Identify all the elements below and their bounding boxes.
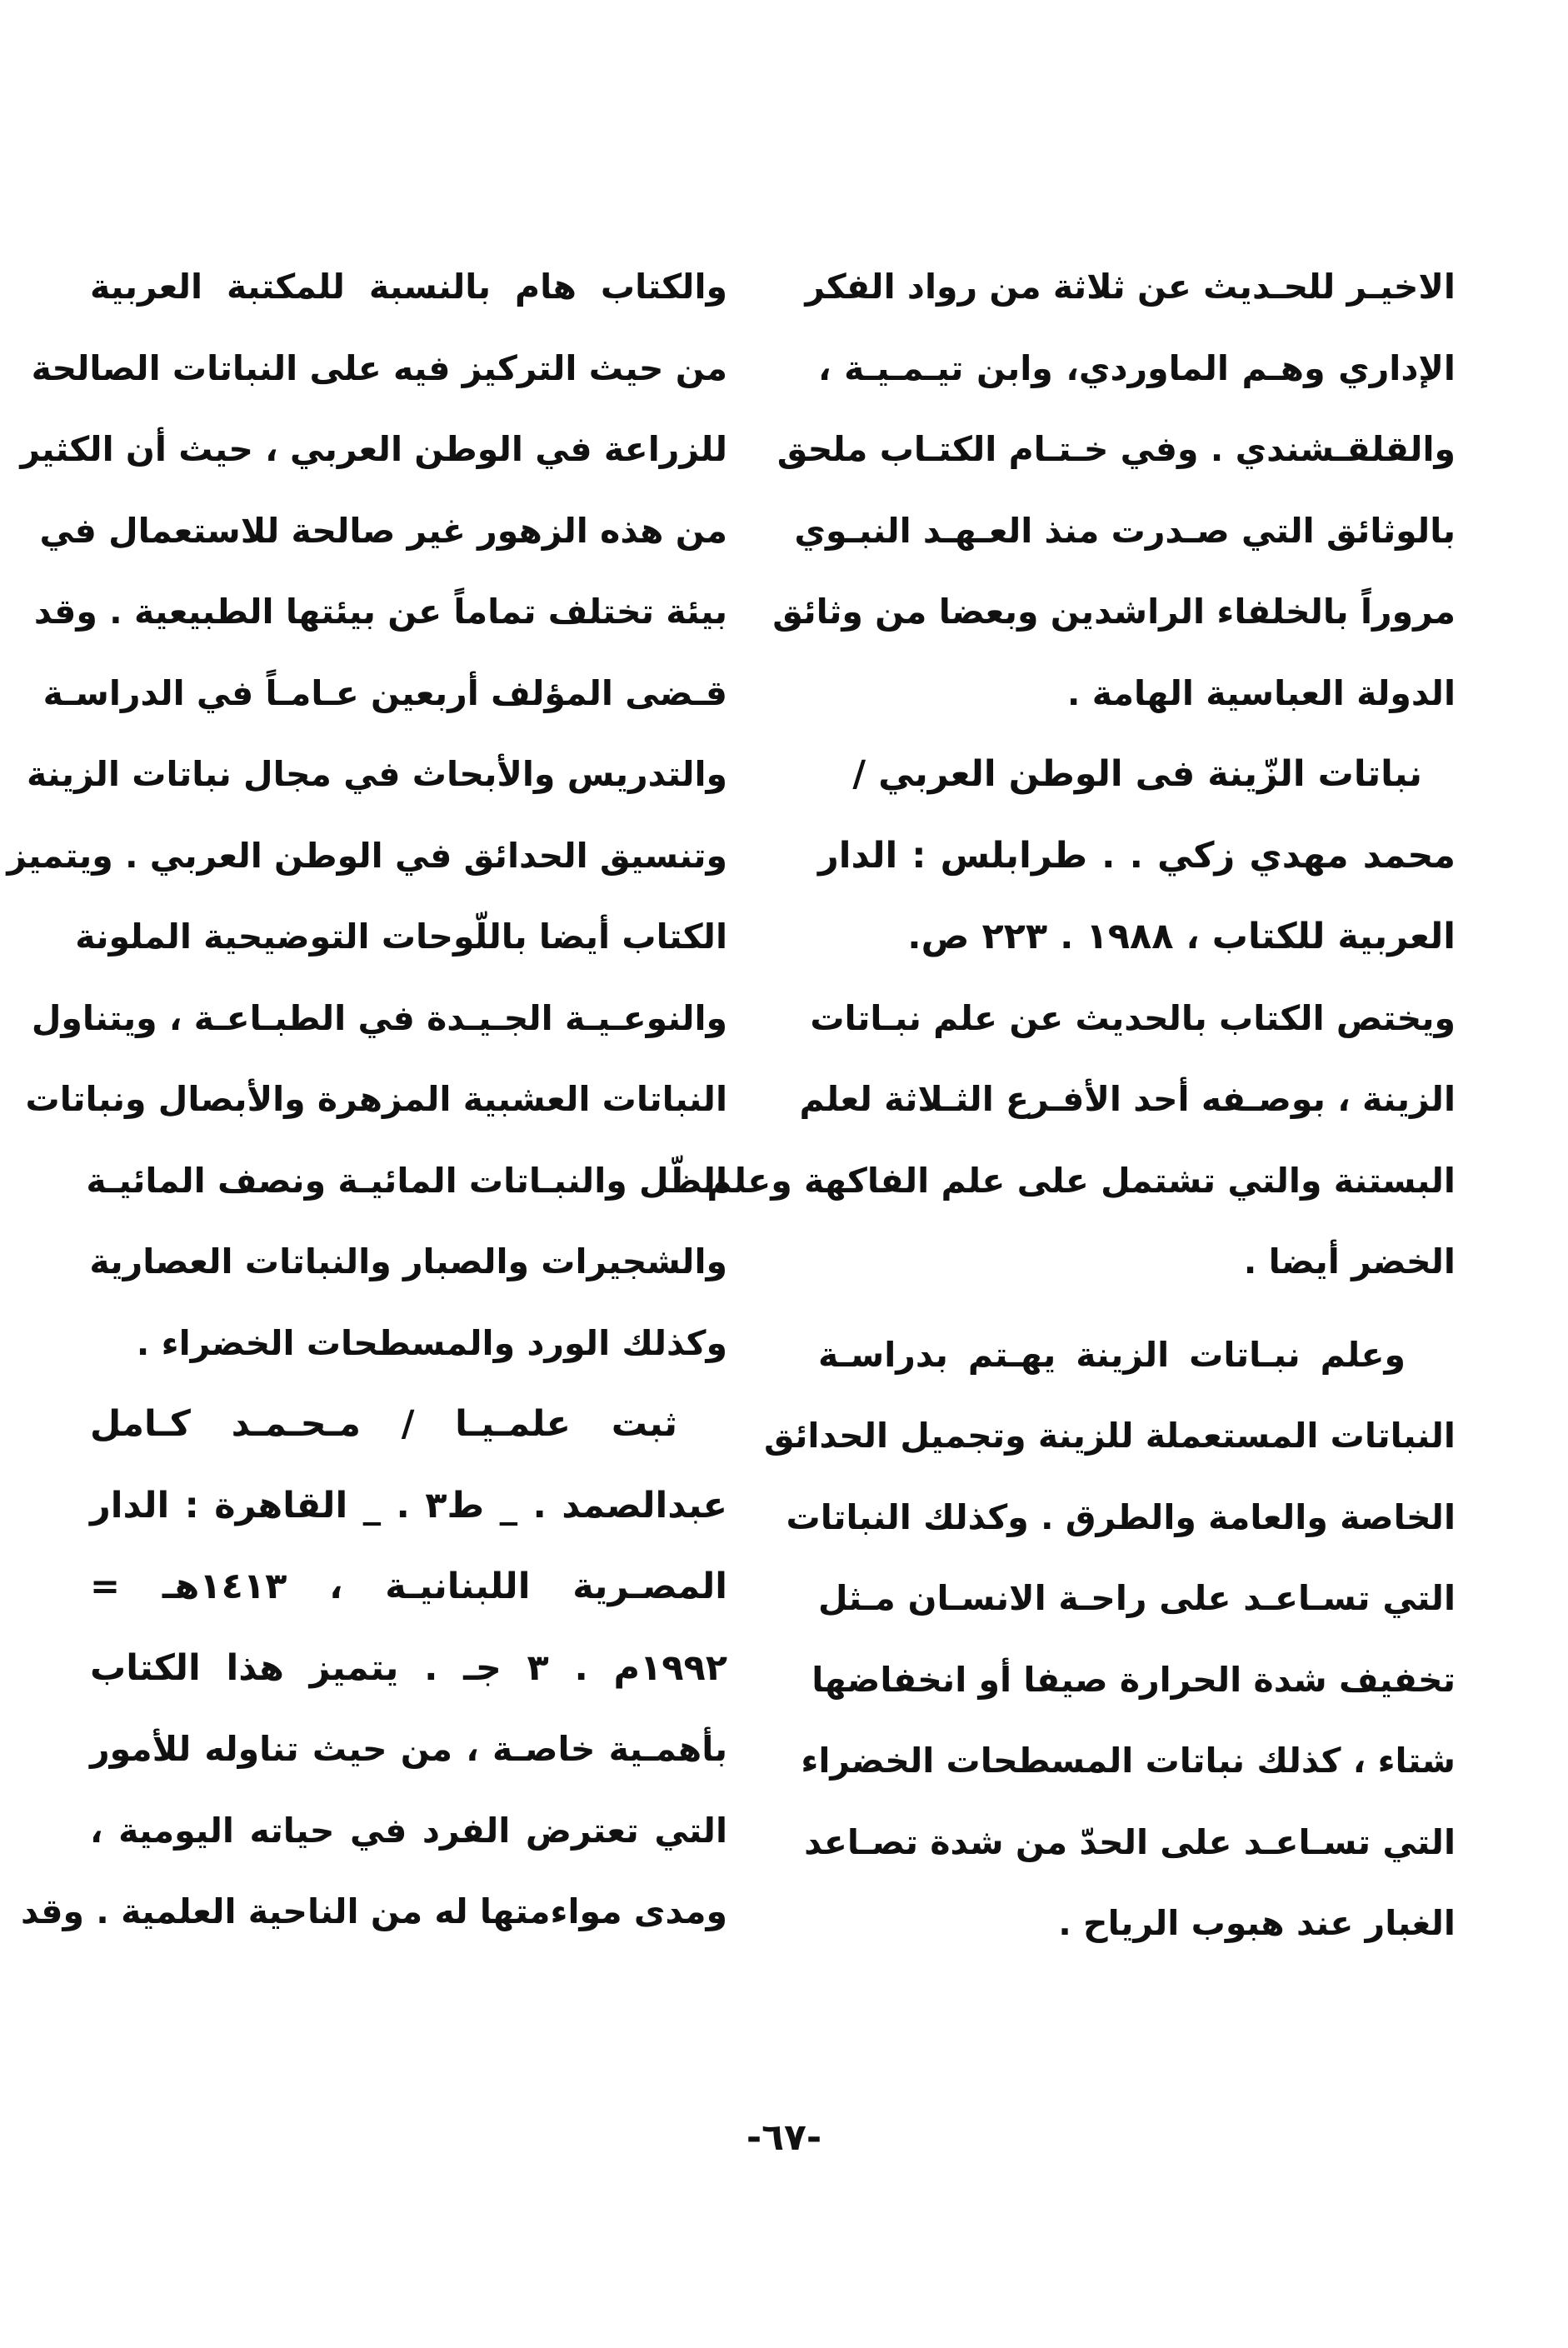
text-line: والقلقـشندي . وفي خـتـام الكتـاب ملحق [777, 429, 1456, 469]
text-line: التي تسـاعـد على راحـة الانسـان مـثل [818, 1578, 1456, 1618]
text-line: ومدى مواءمتها له من الناحية العلمية . وقد [20, 1891, 727, 1931]
text-line: وكذلك الورد والمسطحات الخضراء . [136, 1322, 727, 1363]
text-line: النباتات العشبية المزهرة والأبصال ونباتات [25, 1079, 727, 1119]
text-line: الغبار عند هبوب الرياح . [1058, 1903, 1456, 1943]
entry-heading: ١٩٩٢م . ٣ جـ . يتميز هذا الكتاب [90, 1646, 727, 1689]
text-line: مروراً بالخلفاء الراشدين وبعضا من وثائق [772, 592, 1456, 632]
text-line: البستنة والتي تشتمل على علم الفاكهة وعلم [707, 1160, 1456, 1201]
text-line: والتدريس والأبحاث في مجال نباتات الزينة [27, 754, 727, 794]
text-line: الزينة ، بوصـفه أحد الأفـرع الثـلاثة لعلم [799, 1079, 1456, 1119]
text-line: والنوعـيـة الجـيـدة في الطبـاعـة ، ويتناول [31, 997, 727, 1038]
text-line: الخضر أيضا . [1243, 1241, 1456, 1281]
text-line: الإداري وهـم الماوردي، وابن تيـمـيـة ، [818, 347, 1456, 388]
text-line: شتاء ، كذلك نباتات المسطحات الخضراء [801, 1741, 1456, 1781]
entry-heading: عبدالصمد . _ ط٣ . _ القاهرة : الدار [90, 1484, 727, 1526]
entry-heading: ثبت علمـيـا / مـحـمـد كـامل [90, 1403, 677, 1445]
text-line: من هذه الزهور غير صالحة للاستعمال في [39, 510, 727, 551]
entry-heading: العربية للكتاب ، ١٩٨٨ . ٢٢٣ ص. [907, 916, 1456, 957]
entry-heading: محمد مهدي زكي . . طرابلس : الدار [818, 834, 1456, 877]
entry-heading: نباتات الزّينة فى الوطن العربي / [852, 753, 1422, 795]
text-line: الدولة العباسية الهامة . [1066, 672, 1456, 713]
text-line: بأهمـية خاصـة ، من حيث تناوله للأمور [90, 1729, 727, 1769]
text-line: ويختص الكتاب بالحديث عن علم نبـاتات [810, 997, 1456, 1038]
text-line: قـضى المؤلف أربعين عـامـاً في الدراسـة [42, 672, 727, 713]
text-line: التي تعترض الفرد في حياته اليومية ، [90, 1810, 727, 1851]
text-line: الظّل والنبـاتات المائيـة ونصف المائيـة [86, 1160, 727, 1201]
text-line: الاخيـر للحـديث عن ثلاثة من رواد الفكر [805, 267, 1456, 307]
right-column [707, 247, 1456, 1965]
text-line: تخفيف شدة الحرارة صيفا أو انخفاضها [811, 1659, 1456, 1700]
page-number: -٦٧- [746, 2116, 822, 2159]
text-line: من حيث التركيز فيه على النباتات الصالحة [31, 347, 727, 388]
text-line: الخاصة والعامة والطرق . وكذلك النباتات [786, 1496, 1456, 1537]
text-line: وعلم نبـاتات الزينة يهـتم بدراسـة [818, 1334, 1406, 1375]
text-line: وتنسيق الحدائق في الوطن العربي . ويتميز [7, 835, 727, 876]
text-line: التي تسـاعـد على الحدّ من شدة تصـاعد [804, 1821, 1456, 1862]
text-line: الكتاب أيضا باللّوحات التوضيحية الملونة [75, 917, 727, 957]
text-line: بالوثائق التي صـدرت منذ العـهـد النبـوي [794, 510, 1456, 551]
text-line: والشجيرات والصبار والنباتات العصارية [89, 1241, 727, 1281]
text-line: النباتات المستعملة للزينة وتجميل الحدائق [764, 1416, 1456, 1456]
text-line: بيئة تختلف تماماً عن بيئتها الطبيعية . وقد [33, 592, 727, 632]
left-column [7, 247, 727, 1953]
entry-heading: المصـرية اللبنانيـة ، ١٤١٣هـ = [90, 1566, 727, 1607]
text-line: للزراعة في الوطن العربي ، حيث أن الكثير [20, 429, 727, 469]
text-line: والكتاب هام بالنسبة للمكتبة العربية [90, 267, 727, 307]
